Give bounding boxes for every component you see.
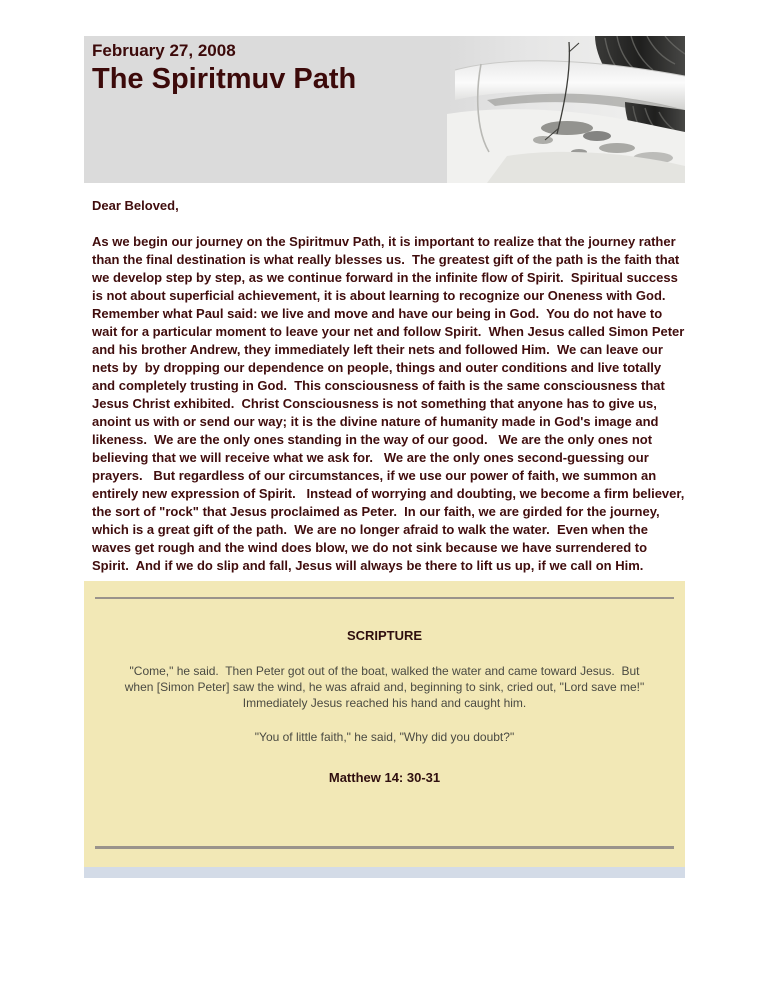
scripture-section [84,581,685,867]
top-rule [95,597,674,599]
letter-section [84,183,688,575]
letter-body: As we begin our journey on the Spiritmuv Path, it is important to realize that the journey rather than the final destination is what really blesses us. The greatest gift of the path is the faith that we develop step by step, as we continue forward in the infinite flow of Spirit. Spiritual success is not about superficial achievement, it is about learning to recognize our Oneness with God. Remember what Paul said: we live and move and have our being in God. You do not have to wait for a particular moment to leave your net and follow Spirit. When Jesus called Simon Peter and his brother Andrew, they immediately left their nets and followed Him. We can leave our nets by by dropping our dependence on people, things and outer conditions and live totally and completely trusting in God. This consciousness of faith is the same consciousness that Jesus Christ exhibited. Christ Consciousness is not something that anyone has to give us, anoint us with or send our way; it is the divine nature of humanity made in God's image and likeness. We are the only ones standing in the way of our good. We are the only ones not believing that we will receive what we ask for. We are the only ones second-guessing our prayers. But regardless of our circumstances, if we use our power of faith, we summon an entirely new expression of Spirit. Instead of worrying and doubting, we become a firm believer, the sort of "rock" that Jesus proclaimed as Peter. In our faith, we are girded for the journey, which is a great gift of the path. We are no longer afraid to walk the water. Even when the waves get rough and the wind does blow, we do not sink because we have surrendered to Spirit. And if we do slip and fall, Jesus will always be there to lift us up, if we call on Him. [92,234,688,573]
salutation: Dear Beloved, [92,198,179,213]
issue-date: February 27, 2008 [92,41,236,60]
content-column [84,36,688,878]
scripture-heading: SCRIPTURE [346,628,423,643]
scripture-quote: "You of little faith," he said, "Why did you doubt?" [254,730,515,744]
masthead-text [92,41,356,95]
winter-log-photo-graphic [447,36,685,183]
footer-accent-band [84,867,685,878]
winter-log-photo [447,36,685,183]
bottom-rule [95,846,674,849]
scripture-reference: Matthew 14: 30-31 [328,770,441,785]
masthead [84,36,685,183]
scripture-passage: "Come," he said. Then Peter got out of the boat, walked the water and came toward Jesus. But when [Simon Peter] saw the wind, he was afraid and, beginning to sink, cried out, "Lord save me!" Immediately Jesus reached his hand and caught him. [124,664,655,710]
newsletter-title: The Spiritmuv Path [92,63,357,95]
